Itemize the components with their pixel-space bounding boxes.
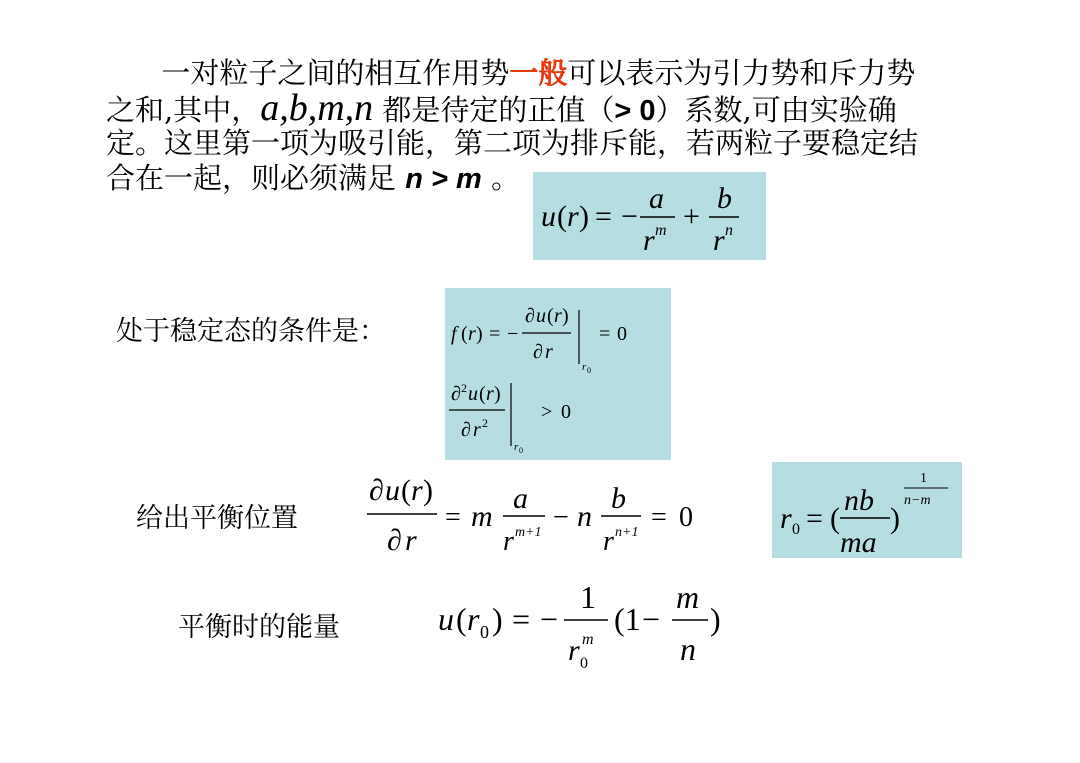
svg-text:m+1: m+1 (515, 525, 542, 540)
svg-text:+: + (683, 200, 700, 233)
svg-text:r: r (713, 224, 725, 257)
equilibrium-equation (365, 474, 725, 560)
svg-text:): ) (492, 601, 503, 637)
svg-text:(: ( (830, 502, 840, 535)
svg-text:∂: ∂ (533, 341, 543, 363)
svg-text:u: u (468, 383, 478, 405)
svg-text:): ) (890, 502, 900, 535)
paragraph-line-1 (106, 56, 986, 91)
svg-text:n: n (577, 500, 592, 533)
svg-text:r: r (503, 526, 514, 557)
svg-text:r: r (554, 305, 562, 327)
svg-text:b: b (717, 182, 732, 215)
svg-text:∂: ∂ (369, 474, 384, 507)
svg-text:=: = (445, 502, 461, 533)
r0-formula-box (772, 462, 962, 558)
svg-text:0: 0 (561, 401, 571, 423)
svg-text:r: r (514, 441, 519, 453)
svg-text:(: ( (479, 383, 486, 405)
equilibrium-energy-label: 平衡时的能量 (178, 612, 340, 643)
svg-text:0: 0 (617, 323, 627, 345)
positive-condition: > 0 (614, 95, 656, 127)
highlight-text: 一般 (509, 56, 568, 90)
text-segment: 都是待定的正值（ (373, 93, 615, 127)
svg-text:r: r (486, 383, 494, 405)
text-segment: 一对粒子之间的相互作用势 (161, 56, 510, 90)
svg-text:a: a (513, 482, 528, 515)
svg-text:u: u (438, 601, 454, 637)
svg-text:(: ( (547, 305, 554, 327)
svg-text:∂: ∂ (451, 383, 461, 405)
svg-text:∂: ∂ (461, 419, 471, 441)
paragraph-line-3: 定。这里第一项为吸引能，第二项为排斥能，若两粒子要稳定结 (106, 126, 919, 160)
svg-text:b: b (611, 482, 626, 515)
equilibrium-position-label: 给出平衡位置 (136, 503, 298, 534)
svg-text:0: 0 (580, 655, 588, 672)
svg-text:r: r (643, 224, 655, 257)
potential-formula (533, 172, 766, 260)
energy-equation (432, 578, 732, 678)
svg-text:r: r (568, 634, 580, 667)
svg-text:0: 0 (480, 622, 489, 642)
svg-text:nb: nb (844, 484, 874, 517)
svg-text:r: r (780, 502, 792, 535)
svg-text:0: 0 (587, 366, 591, 375)
svg-text:(: ( (456, 601, 467, 637)
svg-text:(: ( (401, 474, 411, 507)
svg-text:−: − (553, 502, 569, 533)
svg-text:(1: (1 (614, 601, 641, 637)
svg-text:): ) (710, 601, 721, 637)
svg-text:=: = (595, 200, 612, 233)
variable-list: a,b,m,n (260, 87, 374, 129)
svg-text:r: r (467, 601, 480, 637)
svg-text:n−m: n−m (904, 493, 931, 508)
stability-condition-inline: n > m (405, 163, 482, 195)
svg-text:): ) (423, 474, 433, 507)
svg-text:n: n (680, 631, 696, 667)
svg-text:−: − (642, 601, 661, 637)
svg-text:=: = (599, 323, 611, 345)
svg-text:r: r (473, 419, 481, 441)
svg-text:−: − (621, 200, 638, 233)
potential-formula-box (533, 172, 766, 260)
svg-text:=: = (806, 502, 823, 535)
svg-text:0: 0 (679, 502, 693, 533)
svg-text:a: a (649, 182, 664, 215)
svg-text:r: r (567, 200, 579, 233)
r0-formula (772, 462, 962, 558)
text-segment: 之和,其中， (106, 93, 261, 127)
svg-text:=: = (651, 502, 667, 533)
text-segment: 。 (481, 161, 520, 195)
text-segment: 可以表示为引力势和斥力势 (567, 56, 916, 90)
svg-text:f: f (451, 323, 457, 345)
svg-text:ma: ma (840, 526, 877, 558)
svg-text:): ) (494, 383, 501, 405)
svg-text:u: u (536, 305, 546, 327)
svg-text:): ) (476, 323, 483, 345)
svg-text:m: m (582, 631, 594, 648)
text-segment: 合在一起，则必须满足 (106, 161, 406, 195)
svg-text:(: ( (557, 200, 567, 233)
svg-text:m: m (655, 222, 667, 239)
svg-text:1: 1 (920, 471, 927, 486)
svg-text:m: m (676, 579, 700, 615)
svg-text:r: r (582, 361, 587, 373)
svg-text:1: 1 (580, 579, 596, 615)
svg-text:r: r (405, 524, 417, 557)
svg-text:(: ( (461, 323, 468, 345)
svg-text:2: 2 (461, 381, 467, 395)
svg-text:r: r (603, 526, 614, 557)
svg-text:=: = (512, 601, 531, 637)
svg-text:∂: ∂ (525, 305, 535, 327)
svg-text:r: r (468, 323, 476, 345)
svg-text:r: r (545, 341, 553, 363)
stability-formulas (445, 288, 671, 460)
svg-text:u: u (541, 200, 556, 233)
svg-text:r: r (411, 474, 423, 507)
text-segment: ）系数,可由实验确 (655, 93, 897, 127)
svg-text:2: 2 (482, 416, 488, 430)
svg-text:): ) (579, 200, 589, 233)
svg-text:=: = (489, 323, 501, 345)
svg-text:m: m (471, 500, 493, 533)
svg-text:0: 0 (792, 521, 800, 538)
stability-condition-label: 处于稳定态的条件是： (116, 316, 386, 347)
paragraph-line-2 (106, 87, 986, 129)
svg-text:∂: ∂ (387, 524, 402, 557)
svg-text:>: > (541, 401, 553, 423)
svg-text:0: 0 (519, 446, 523, 455)
svg-text:−: − (507, 323, 519, 345)
svg-text:): ) (562, 305, 569, 327)
stability-formula-box (445, 288, 671, 460)
svg-text:n: n (725, 222, 733, 239)
svg-text:u: u (385, 474, 400, 507)
svg-text:n+1: n+1 (615, 525, 639, 540)
svg-text:−: − (540, 601, 559, 637)
